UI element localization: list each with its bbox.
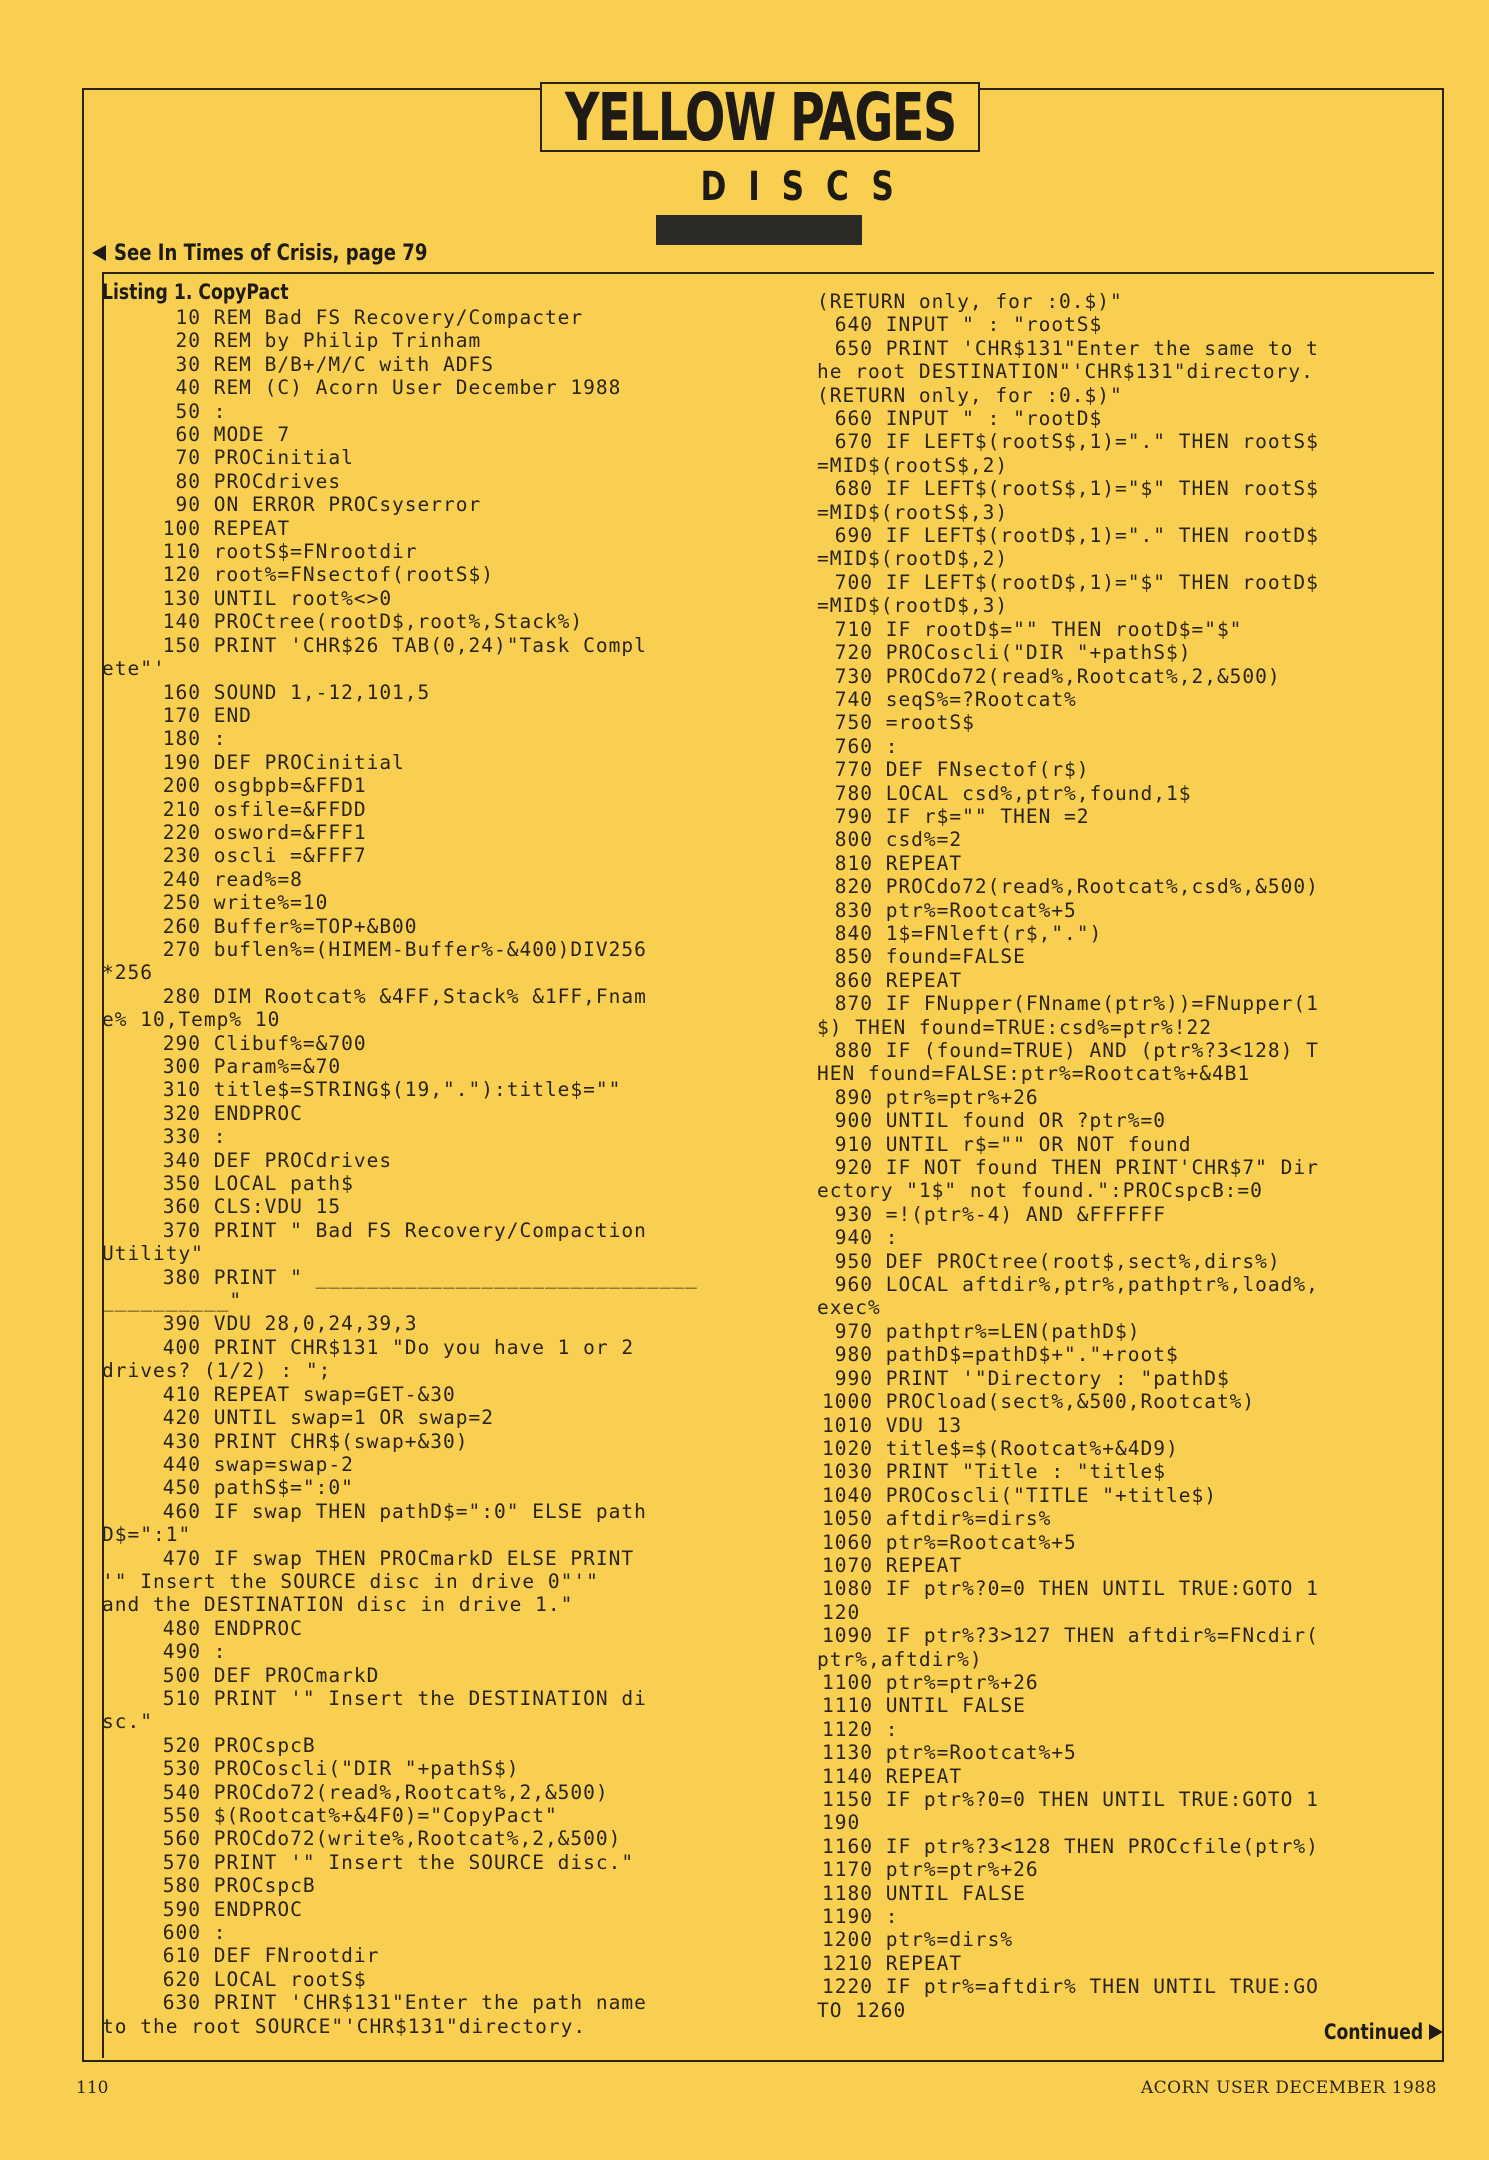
code-line: 310 title$=STRING$(19,"."):title$="" (150, 1078, 622, 1102)
code-line: 400 PRINT CHR$131 "Do you have 1 or 2 (150, 1335, 635, 1359)
code-line: 120 root%=FNsectof(rootS$) (150, 563, 494, 587)
code-line: 370 PRINT " Bad FS Recovery/Compaction (150, 1218, 647, 1242)
code-line: 250 write%=10 (150, 891, 329, 915)
cross-reference-text: See In Times of Crisis, page 79 (114, 240, 428, 266)
code-line: to the root SOURCE"'CHR$131"directory. (102, 2014, 587, 2038)
code-line: he root DESTINATION"'CHR$131"directory. (817, 360, 1314, 384)
code-line: 430 PRINT CHR$(swap+&30) (150, 1429, 469, 1453)
code-line: 50 : (150, 399, 227, 423)
code-line: 290 Clibuf%=&700 (150, 1031, 367, 1055)
section-bar (656, 215, 862, 245)
code-line: 410 REPEAT swap=GET-&30 (150, 1382, 456, 1406)
code-line: 180 : (150, 727, 227, 751)
code-line: 220 osword=&FFF1 (150, 820, 367, 844)
code-line: 590 ENDPROC (150, 1897, 303, 1921)
code-line: 700 IF LEFT$(rootD$,1)="$" THEN rootD$ (822, 570, 1319, 594)
code-line: 1190 : (822, 1905, 899, 1929)
code-line: 1020 title$=$(Rootcat%+&4D9) (822, 1436, 1179, 1460)
code-line: 870 IF FNupper(FNname(ptr%))=FNupper(1 (822, 992, 1319, 1016)
code-line: =MID$(rootS$,2) (817, 453, 1009, 477)
code-line: 950 DEF PROCtree(root$,sect%,dirs%) (822, 1249, 1281, 1273)
code-line: 130 UNTIL root%<>0 (150, 586, 393, 610)
code-line: 980 pathD$=pathD$+"."+root$ (822, 1343, 1179, 1367)
code-line: 970 pathptr%=LEN(pathD$) (822, 1319, 1141, 1343)
code-line: 570 PRINT '" Insert the SOURCE disc." (150, 1850, 635, 1874)
section-title: DISCS (700, 164, 916, 210)
code-line: 420 UNTIL swap=1 OR swap=2 (150, 1406, 494, 1430)
code-line: 460 IF swap THEN pathD$=":0" ELSE path (150, 1499, 647, 1523)
code-line: 480 ENDPROC (150, 1616, 303, 1640)
code-line: 1210 REPEAT (822, 1951, 963, 1975)
code-line: 540 PROCdo72(read%,Rootcat%,2,&500) (150, 1780, 609, 1804)
code-line: 760 : (822, 734, 899, 758)
code-line: 190 DEF PROCinitial (150, 750, 405, 774)
code-line: 940 : (822, 1226, 899, 1250)
code-line: 1100 ptr%=ptr%+26 (822, 1670, 1039, 1694)
code-column-right (817, 290, 1319, 2022)
code-line: 1150 IF ptr%?0=0 THEN UNTIL TRUE:GOTO 1 (822, 1788, 1319, 1811)
code-line: 1010 VDU 13 (822, 1413, 963, 1437)
code-line: 1070 REPEAT (822, 1553, 963, 1577)
code-line: 920 IF NOT found THEN PRINT'CHR$7" Dir (822, 1156, 1319, 1180)
code-line: (RETURN only, for :0.$)" (817, 290, 1123, 313)
code-line: 710 IF rootD$="" THEN rootD$="$" (822, 617, 1243, 641)
code-line: 730 PROCdo72(read%,Rootcat%,2,&500) (822, 664, 1281, 688)
code-line: 320 ENDPROC (150, 1101, 303, 1125)
code-line: 720 PROCoscli("DIR "+pathS$) (822, 641, 1192, 665)
code-line: 680 IF LEFT$(rootS$,1)="$" THEN rootS$ (822, 477, 1319, 501)
page-number: 110 (76, 2078, 109, 2098)
code-line: 850 found=FALSE (822, 945, 1026, 969)
code-line: 1060 ptr%=Rootcat%+5 (822, 1530, 1077, 1554)
code-line: 1080 IF ptr%?0=0 THEN UNTIL TRUE:GOTO 1 (822, 1577, 1319, 1601)
code-line: 1030 PRINT "Title : "title$ (822, 1460, 1166, 1484)
code-line: 900 UNTIL found OR ?ptr%=0 (822, 1109, 1166, 1133)
code-line: 390 VDU 28,0,24,39,3 (150, 1312, 418, 1336)
code-line: D$=":1" (102, 1523, 192, 1547)
code-line: HEN found=FALSE:ptr%=Rootcat%+&4B1 (817, 1062, 1251, 1086)
code-line: 500 DEF PROCmarkD (150, 1663, 380, 1687)
code-line: =MID$(rootD$,2) (817, 547, 1009, 571)
code-line: 820 PROCdo72(read%,Rootcat%,csd%,&500) (822, 875, 1319, 899)
code-line: 1040 PROCoscli("TITLE "+title$) (822, 1483, 1217, 1507)
code-line: 690 IF LEFT$(rootD$,1)="." THEN rootD$ (822, 524, 1319, 548)
code-line: 890 ptr%=ptr%+26 (822, 1085, 1039, 1109)
code-line: 1090 IF ptr%?3>127 THEN aftdir%=FNcdir( (822, 1624, 1319, 1648)
code-line: 560 PROCdo72(write%,Rootcat%,2,&500) (150, 1827, 622, 1851)
code-line: 1200 ptr%=dirs% (822, 1928, 1014, 1952)
publication-footer: ACORN USER DECEMBER 1988 (1140, 2078, 1437, 2098)
code-line: __________" (102, 1289, 243, 1313)
code-line: 510 PRINT '" Insert the DESTINATION di (150, 1686, 647, 1710)
code-line: 660 INPUT " : "rootD$ (822, 407, 1103, 431)
code-line: 280 DIM Rootcat% &4FF,Stack% &1FF,Fnam (150, 984, 647, 1008)
code-line: Utility" (102, 1242, 204, 1266)
code-line: '" Insert the SOURCE disc in drive 0"'" (102, 1569, 599, 1593)
code-line: 740 seqS%=?Rootcat% (822, 687, 1077, 711)
arrow-right-icon (1429, 2024, 1443, 2040)
code-line: =MID$(rootD$,3) (817, 594, 1009, 618)
code-line: 930 =!(ptr%-4) AND &FFFFFF (822, 1202, 1166, 1226)
code-line: 120 (822, 1600, 861, 1624)
code-line: ptr%,aftdir%) (817, 1647, 983, 1671)
code-line: 580 PROCspcB (150, 1874, 316, 1898)
code-line: sc." (102, 1710, 153, 1734)
code-line: 520 PROCspcB (150, 1733, 316, 1757)
code-line: 260 Buffer%=TOP+&B00 (150, 914, 418, 938)
code-line: 490 : (150, 1640, 227, 1664)
code-line: 110 rootS$=FNrootdir (150, 540, 418, 564)
code-line: 380 PRINT " ______________________________ (150, 1265, 698, 1289)
code-line: 800 csd%=2 (822, 828, 963, 852)
code-line: and the DESTINATION disc in drive 1." (102, 1593, 574, 1617)
continued-marker (1302, 2020, 1443, 2044)
code-line: 20 REM by Philip Trinham (150, 329, 482, 353)
code-line: 270 buflen%=(HIMEM-Buffer%-&400)DIV256 (150, 937, 647, 961)
code-line: 200 osgbpb=&FFD1 (150, 774, 367, 798)
code-line: TO 1260 (817, 1998, 907, 2022)
code-line: e% 10,Temp% 10 (102, 1008, 281, 1032)
code-line: 530 PROCoscli("DIR "+pathS$) (150, 1757, 520, 1781)
code-line: 70 PROCinitial (150, 446, 354, 470)
code-line: 1120 : (822, 1717, 899, 1741)
code-line: 600 : (150, 1921, 227, 1945)
code-line: 360 CLS:VDU 15 (150, 1195, 342, 1219)
code-line: 100 REPEAT (150, 516, 291, 540)
code-line: 1180 UNTIL FALSE (822, 1881, 1026, 1905)
code-line: 170 END (150, 703, 252, 727)
code-line: 630 PRINT 'CHR$131"Enter the path name (150, 1991, 647, 2015)
code-line: 210 osfile=&FFDD (150, 797, 367, 821)
code-line: 80 PROCdrives (150, 469, 342, 493)
code-line: 840 1$=FNleft(r$,".") (822, 921, 1103, 945)
code-line: 650 PRINT 'CHR$131"Enter the same to t (822, 336, 1319, 360)
code-line: 450 pathS$=":0" (150, 1476, 354, 1500)
code-line: 1220 IF ptr%=aftdir% THEN UNTIL TRUE:GO (822, 1975, 1319, 1999)
code-line: 1160 IF ptr%?3<128 THEN PROCcfile(ptr%) (822, 1834, 1319, 1858)
code-line: 1140 REPEAT (822, 1764, 963, 1788)
code-line: 880 IF (found=TRUE) AND (ptr%?3<128) T (822, 1039, 1319, 1062)
code-line: 670 IF LEFT$(rootS$,1)="." THEN rootS$ (822, 430, 1319, 454)
code-line: 240 read%=8 (150, 867, 303, 891)
code-line: 1130 ptr%=Rootcat%+5 (822, 1741, 1077, 1765)
code-line: 620 LOCAL rootS$ (150, 1967, 367, 1991)
code-line: 960 LOCAL aftdir%,ptr%,pathptr%,load%, (822, 1273, 1319, 1297)
code-line: 770 DEF FNsectof(r$) (822, 758, 1090, 782)
code-line: 780 LOCAL csd%,ptr%,found,1$ (822, 781, 1192, 805)
code-line: 830 ptr%=Rootcat%+5 (822, 898, 1077, 922)
masthead (540, 78, 980, 156)
code-line: 440 swap=swap-2 (150, 1452, 354, 1476)
code-line: 30 REM B/B+/M/C with ADFS (150, 352, 494, 376)
code-line: 990 PRINT '"Directory : "pathD$ (822, 1366, 1230, 1390)
code-line: 140 PROCtree(rootD$,root%,Stack%) (150, 610, 584, 634)
code-line: 1170 ptr%=ptr%+26 (822, 1858, 1039, 1882)
code-line: 810 REPEAT (822, 851, 963, 875)
code-line: 470 IF swap THEN PROCmarkD ELSE PRINT (150, 1546, 635, 1570)
code-line: ectory "1$" not found.":PROCspcB:=0 (817, 1179, 1263, 1203)
code-line: 550 $(Rootcat%+&4F0)="CopyPact" (150, 1804, 558, 1827)
code-line: (RETURN only, for :0.$)" (817, 383, 1123, 407)
code-line: 340 DEF PROCdrives (150, 1148, 393, 1172)
code-line: 610 DEF FNrootdir (150, 1944, 380, 1968)
code-line: 150 PRINT 'CHR$26 TAB(0,24)"Task Compl (150, 633, 647, 657)
code-line: drives? (1/2) : "; (102, 1359, 332, 1383)
code-line: 640 INPUT " : "rootS$ (822, 313, 1103, 337)
code-line: 790 IF r$="" THEN =2 (822, 804, 1090, 828)
code-column-left (102, 306, 698, 2038)
code-line: 230 oscli =&FFF7 (150, 844, 367, 868)
code-line: 1050 aftdir%=dirs% (822, 1507, 1052, 1531)
code-line: 860 REPEAT (822, 968, 963, 992)
code-line: 1000 PROCload(sect%,&500,Rootcat%) (822, 1390, 1256, 1414)
code-line: 910 UNTIL r$="" OR NOT found (822, 1132, 1192, 1156)
code-line: *256 (102, 961, 153, 985)
code-line: 10 REM Bad FS Recovery/Compacter (150, 306, 584, 329)
continued-label: Continued (1323, 2020, 1424, 2044)
listing-title: Listing 1. CopyPact (102, 280, 289, 304)
code-line: 1110 UNTIL FALSE (822, 1694, 1026, 1718)
code-line: =MID$(rootS$,3) (817, 500, 1009, 524)
code-line: 300 Param%=&70 (150, 1055, 342, 1078)
code-line: ete"' (102, 657, 166, 681)
code-line: 750 =rootS$ (822, 711, 975, 735)
arrow-left-icon (92, 245, 106, 261)
section-header (656, 164, 916, 245)
code-line: exec% (817, 1296, 881, 1320)
cross-reference (92, 240, 496, 266)
code-line: 40 REM (C) Acorn User December 1988 (150, 376, 622, 400)
code-line: 330 : (150, 1125, 227, 1149)
code-line: $) THEN found=TRUE:csd%=ptr%!22 (817, 1015, 1212, 1039)
code-line: 350 LOCAL path$ (150, 1172, 354, 1196)
masthead-title: YELLOW PAGES (564, 78, 956, 156)
code-line: 60 MODE 7 (150, 423, 291, 447)
code-line: 190 (822, 1811, 861, 1835)
code-line: 160 SOUND 1,-12,101,5 (150, 680, 431, 704)
code-line: 90 ON ERROR PROCsyserror (150, 493, 482, 517)
